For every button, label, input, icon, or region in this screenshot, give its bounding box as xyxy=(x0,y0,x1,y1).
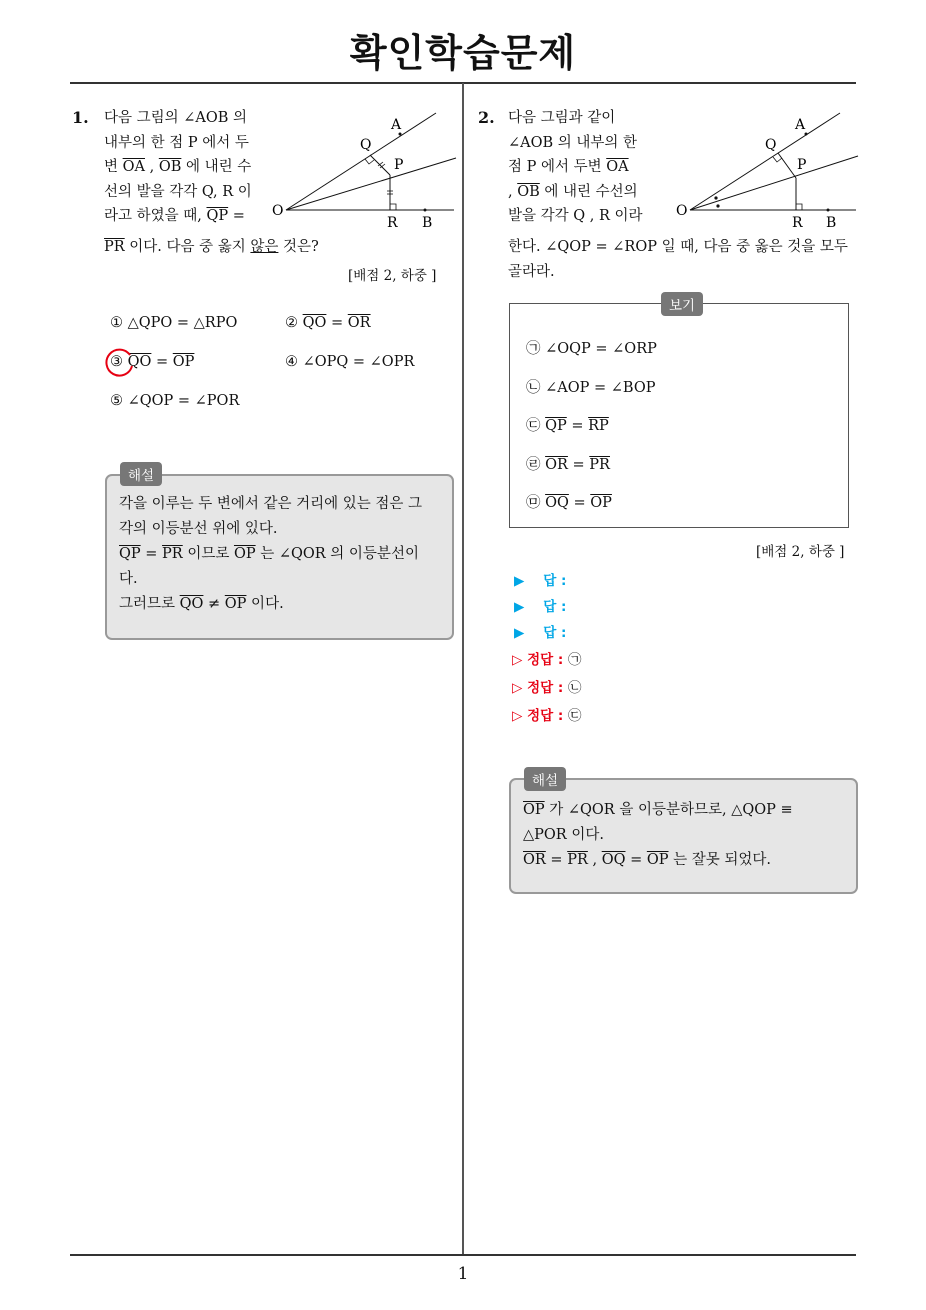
q2-explanation-tag: 해설 xyxy=(524,767,566,791)
q1-text-last: $\overline{PR}$ 이다. 다음 중 옳지 않은 것은? xyxy=(104,239,319,255)
label-R: R xyxy=(792,215,803,230)
correct-answer-2: ▷ 정답 : ㉡ xyxy=(512,680,582,696)
bottom-rule xyxy=(70,1254,856,1256)
q1-line: 라고 하였을 때, $\overline{QP}$ = xyxy=(104,208,245,224)
bogi-tag: 보기 xyxy=(661,292,703,316)
q2-figure xyxy=(672,108,862,230)
label-R: R xyxy=(387,215,398,230)
q1-choice-3[interactable]: ③ $\overline{QO} = \overline{OP}$ xyxy=(110,354,195,370)
q2-score: [배점 2, 하중 ] xyxy=(756,544,845,560)
bogi-item-2: ㉡ ∠AOP = ∠BOP xyxy=(526,380,656,396)
column-divider xyxy=(462,83,464,1255)
q1-line: 선의 발을 각각 Q, R 이 xyxy=(104,183,252,200)
label-B: B xyxy=(422,215,433,230)
q2-explanation-box: $\overline{OP}$ 가 ∠QOR 을 이등분하므로, △QOP ≡ △POR 이다. $\overline{OR} = \overline{PR}$ , $\overline{OQ} = \overline{OP}$ 는 잘못 되었다. xyxy=(509,778,858,894)
label-P: P xyxy=(394,157,404,173)
q1-choice-2[interactable]: ② $\overline{QO} = \overline{OR}$ xyxy=(285,315,371,331)
label-O: O xyxy=(272,203,284,219)
q1-choice-4[interactable]: ④ ∠OPQ = ∠OPR xyxy=(285,354,415,370)
page-number: 1 xyxy=(457,1264,469,1284)
q1-score: [배점 2, 하중 ] xyxy=(348,268,437,284)
answer-input-2[interactable]: ▶ 답 : xyxy=(514,599,567,615)
q1-choice-5[interactable]: ⑤ ∠QOP = ∠POR xyxy=(110,393,240,409)
bogi-item-4: ㉣ $\overline{OR} = \overline{PR}$ xyxy=(526,457,610,473)
q2-text: 다음 그림과 같이 ∠AOB 의 내부의 한 점 P 에서 두변 $\overline{OA}$ , $\overline{OB}$ 에 내린 수선의 발을 각각 Q , R 이라 xyxy=(508,110,643,224)
correct-answer-3: ▷ 정답 : ㉢ xyxy=(512,708,582,724)
q1-figure xyxy=(268,108,460,230)
correct-answer-1: ▷ 정답 : ㉠ xyxy=(512,652,582,668)
q1-line: 다음 그림의 ∠AOB 의 xyxy=(104,110,248,126)
bogi-item-1: ㉠ ∠OQP = ∠ORP xyxy=(526,341,657,357)
label-Q: Q xyxy=(360,137,372,153)
answer-input-1[interactable]: ▶ 답 : xyxy=(514,573,567,589)
q2-text-last: 한다. ∠QOP = ∠ROP 일 때, 다음 중 옳은 것을 모두 골라라. xyxy=(508,239,848,280)
label-B: B xyxy=(826,215,837,230)
q1-line: 변 $\overline{OA}$ , $\overline{OB}$ 에 내린 수 xyxy=(104,159,252,175)
q1-choice-1[interactable]: ① △QPO = △RPO xyxy=(110,315,238,331)
label-P: P xyxy=(797,157,807,173)
label-A: A xyxy=(391,117,402,133)
answer-circle-mark xyxy=(102,346,136,380)
q1-text xyxy=(104,106,264,229)
q1-line: 내부의 한 점 P 에서 두 xyxy=(104,134,249,151)
q1-explanation-box: 각을 이루는 두 변에서 같은 거리에 있는 점은 그 각의 이등분선 위에 있다. $\overline{QP} = \overline{PR}$ 이므로 $\overline{OP}$ 는 ∠QOR 의 이등분선이 다. 그러므로 $\overline{QO} \ne \overline{OP}$ 이다. xyxy=(105,474,454,640)
q1-number: 1. xyxy=(72,108,89,127)
page-title: 확인학습문제 xyxy=(349,31,577,75)
bogi-item-3: ㉢ $\overline{QP} = \overline{RP}$ xyxy=(526,418,609,434)
answer-input-3[interactable]: ▶ 답 : xyxy=(514,625,567,641)
label-A: A xyxy=(795,117,806,133)
bogi-item-5: ㉤ $\overline{OQ} = \overline{OP}$ xyxy=(526,495,612,511)
q1-explanation-tag: 해설 xyxy=(120,462,162,486)
label-Q: Q xyxy=(765,137,777,153)
q2-number: 2. xyxy=(478,108,495,127)
label-O: O xyxy=(676,203,688,219)
